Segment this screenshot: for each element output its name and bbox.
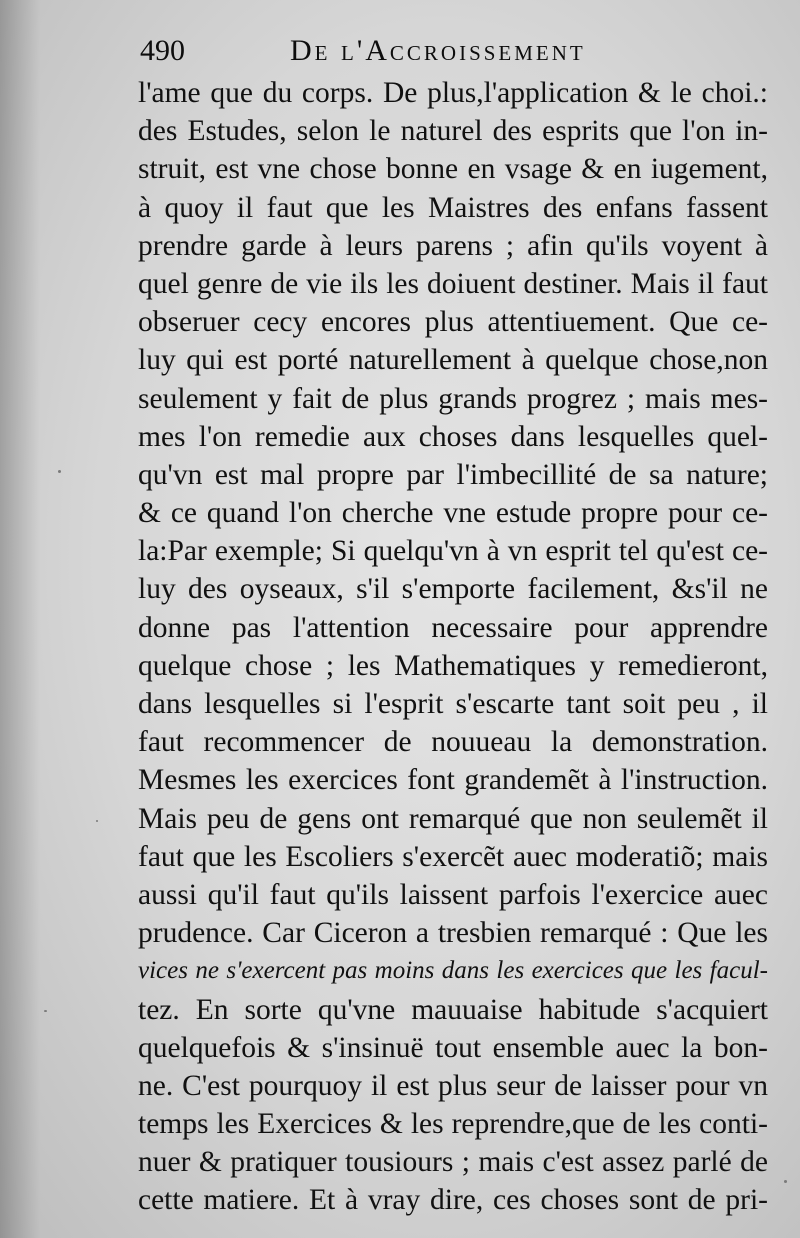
text-line: quel genre de vie ils les doiuent destiner. Mais il faut (138, 267, 768, 300)
text-line: donne pas l'attention necessaire pour apprendre (138, 611, 768, 644)
page-header (140, 34, 780, 74)
text-line: Mais peu de gens ont remarqué que non seulemẽt il (138, 802, 768, 835)
text-line: prudence. Car Ciceron a tresbien remarqué : Que les (138, 917, 768, 950)
text-line: temps les Exercices & les reprendre,que de les conti- (138, 1108, 768, 1141)
text-line: faut recommencer de nouueau la demonstration. (138, 726, 768, 759)
text-line: struit, est vne chose bonne en vsage & en iugement, (138, 153, 768, 186)
page-gutter-shadow (0, 0, 40, 1238)
paper-speck (784, 1180, 787, 1183)
text-line: l'ame que du corps. De plus,l'application & le choi.: (138, 77, 768, 109)
text-line: dans lesquelles si l'esprit s'escarte tant soit peu , il (138, 688, 768, 720)
text-line: prendre garde à leurs parens ; afin qu'ils voyent à (138, 229, 768, 262)
text-line: quelque chose ; les Mathematiques y remedieront, (138, 649, 768, 682)
paper-speck (96, 820, 98, 822)
paper-speck (44, 1010, 47, 1012)
text-line: faut que les Escoliers s'exercẽt auec moderatiõ; mais (138, 840, 768, 873)
running-head: De l'Accroissement (290, 34, 586, 67)
text-line-italic: vices ne s'exercent pas moins dans les exercices que les facul- (138, 957, 768, 985)
text-line: & ce quand l'on cherche vne estude propre pour ce- (138, 497, 768, 530)
text-line: ne. C'est pourquoy il est plus seur de laisser pour vn (138, 1069, 768, 1102)
text-line: Mesmes les exercices font grandemẽt à l'instruction. (138, 764, 768, 797)
text-line: obseruer cecy encores plus attentiuement. Que ce- (138, 306, 768, 339)
page-number: 490 (140, 34, 185, 67)
text-line: cette matiere. Et à vray dire, ces choses sont de pri- (138, 1184, 768, 1217)
text-line: des Estudes, selon le naturel des esprits que l'on in- (138, 115, 768, 148)
text-line: luy qui est porté naturellement à quelque chose,non (138, 344, 768, 377)
text-line: la:Par exemple; Si quelqu'vn à vn esprit tel qu'est ce- (138, 535, 768, 568)
text-line: à quoy il faut que les Maistres des enfans fassent (138, 191, 768, 224)
text-line: luy des oyseaux, s'il s'emporte facilement, &s'il ne (138, 573, 768, 606)
paper-speck (58, 470, 61, 473)
text-line: nuer & pratiquer tousiours ; mais c'est assez parlé de (138, 1146, 768, 1179)
text-line: seulement y fait de plus grands progrez ; mais mes- (138, 382, 768, 415)
text-line: aussi qu'il faut qu'ils laissent parfois l'exercice auec (138, 878, 768, 911)
text-line: mes l'on remedie aux choses dans lesquelles quel- (138, 420, 768, 453)
body-text (138, 74, 768, 1220)
text-line: qu'vn est mal propre par l'imbecillité de sa nature; (138, 458, 768, 491)
text-line: tez. En sorte qu'vne mauuaise habitude s'acquiert (138, 993, 768, 1026)
text-line: quelquefois & s'insinuë tout ensemble auec la bon- (138, 1031, 768, 1064)
